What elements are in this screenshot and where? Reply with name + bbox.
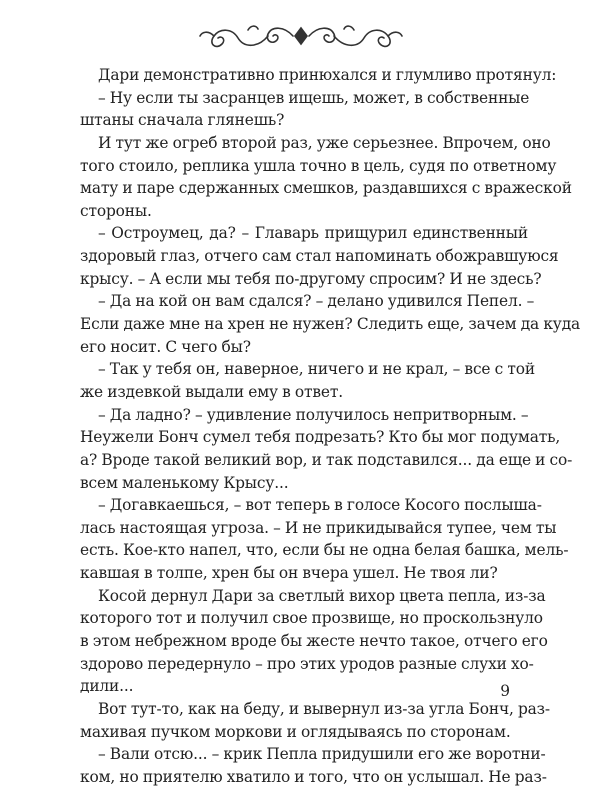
text-line: же издевкой выдали ему в ответ. <box>80 382 343 401</box>
text-line: – Так у тебя он, наверное, ничего и не крал, – все с той <box>98 360 535 379</box>
text-line: – Да на кой он вам сдался? – делано удивился Пепел. – <box>98 292 535 311</box>
text-line: а? Вроде такой великий вор, и так подставился... да еще и со- <box>80 450 573 469</box>
text-line: Если даже мне на хрен не нужен? Следить еще, зачем да куда <box>80 315 581 334</box>
text-line: здорово передернуло – про этих уродов разные слухи хо- <box>80 654 534 673</box>
text-line: Дари демонстративно принюхался и глумливо протянул: <box>98 66 557 84</box>
text-line: лась настоящая угроза. – И не прикидывайся тупее, чем ты <box>80 518 557 537</box>
text-line: стороны. <box>80 201 152 220</box>
text-line: ком, но приятелю хватило и того, что он услышал. Не раз- <box>80 767 547 786</box>
decorative-scroll-ornament-icon <box>196 16 406 56</box>
text-line: есть. Кое-кто напел, что, если бы не одна белая башка, мель- <box>80 541 569 560</box>
text-line: – Вали отсю... – крик Пепла придушили его же воротни- <box>98 745 546 764</box>
text-line: Неужели Бонч сумел тебя подрезать? Кто бы мог подумать, <box>80 428 561 447</box>
page-number: 9 <box>500 682 510 700</box>
text-line: – Да ладно? – удивление получилось непритворным. – <box>98 405 529 424</box>
text-line: в этом небрежном вроде бы жесте нечто такое, отчего его <box>80 632 548 651</box>
page-body-text <box>80 64 581 789</box>
text-line: махивая пучком моркови и оглядываясь по сторонам. <box>80 722 511 741</box>
text-line: здоровый глаз, отчего сам стал напоминать обожравшуюся <box>80 247 559 266</box>
text-line: штаны сначала глянешь? <box>80 111 285 130</box>
decorative-ornament <box>196 16 406 56</box>
text-line: того стоило, реплика ушла точно в цель, судя по ответному <box>80 156 557 175</box>
text-line: крысу. – А если мы тебя по-другому спросим? И не здесь? <box>80 269 542 288</box>
text-line: дили... <box>80 677 134 696</box>
text-line: Косой дернул Дари за светлый вихор цвета пепла, из-за <box>98 586 546 605</box>
text-line: мату и паре сдержанных смешков, раздавшихся с вражеской <box>80 179 572 198</box>
text-line: его носит. С чего бы? <box>80 337 251 356</box>
text-line: Вот тут-то, как на беду, и вывернул из-за угла Бонч, раз- <box>98 699 550 718</box>
text-line: – Ну если ты засранцев ищешь, может, в собственные <box>98 88 530 107</box>
text-line: которого тот и получил свое прозвище, но проскользнуло <box>80 609 543 628</box>
text-line: всем маленькому Крысу... <box>80 473 289 492</box>
text-line: – Остроумец, да? – Главарь прищурил единственный <box>98 224 528 243</box>
text-line: И тут же огреб второй раз, уже серьезнее. Впрочем, оно <box>98 133 551 152</box>
text-line: кавшая в толпе, хрен бы он вчера ушел. Не твоя ли? <box>80 564 498 583</box>
text-line: – Догавкаешься, – вот теперь в голосе Косого послыша- <box>98 496 542 515</box>
